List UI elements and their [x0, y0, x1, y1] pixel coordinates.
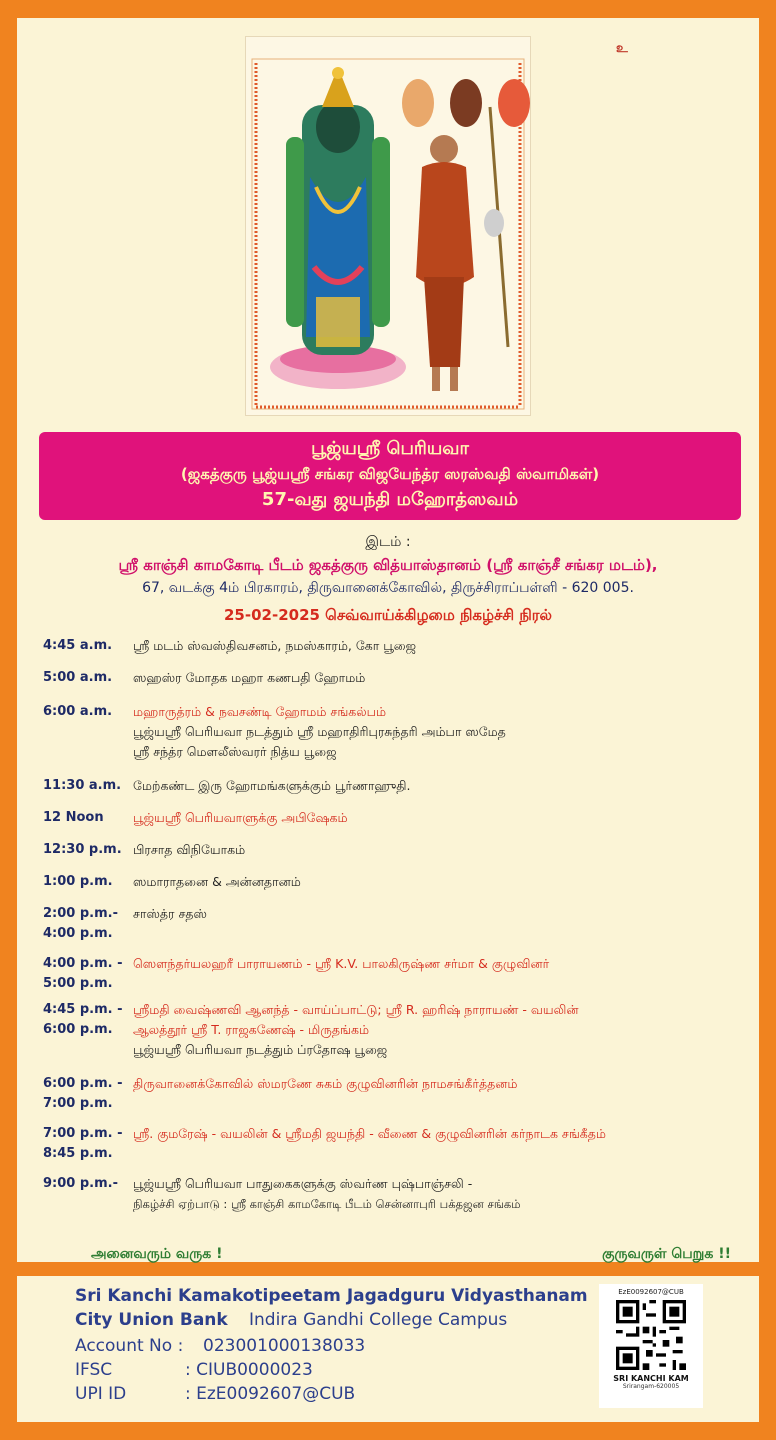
- schedule-time: 9:00 p.m.-: [43, 1176, 118, 1191]
- schedule-line: ஸ்ரீ. குமரேஷ் - வயலின் & ஸ்ரீமதி ஜயந்தி - வீணை & குழுவினரின் கர்நாடக சங்கீதம்: [133, 1126, 606, 1141]
- deity-and-guru-image: [245, 36, 628, 416]
- schedule-line: ஸ்ரீ மடம் ஸ்வஸ்திவசனம், நமஸ்காரம், கோ பூஜை: [133, 638, 417, 653]
- venue-name: ஸ்ரீ காஞ்சி காமகோடி பீடம் ஜகத்குரு வித்யாஸ்தானம் (ஸ்ரீ காஞ்சீ சங்கர மடம்),: [118, 556, 658, 574]
- schedule-line: மஹாருத்ரம் & நவசண்டி ஹோமம் சங்கல்பம்: [133, 704, 386, 719]
- schedule-time: 4:45 a.m.: [43, 638, 113, 653]
- qr-payee-location: Srirangam-620005: [622, 1383, 680, 1390]
- schedule-line: ஸஹஸ்ர மோதக மஹா கணபதி ஹோமம்: [133, 670, 366, 685]
- schedule-desc: [133, 776, 743, 796]
- qr-code-icon: [616, 1300, 686, 1370]
- ifsc-label: IFSC: [75, 1360, 113, 1380]
- upi-qr-card[interactable]: [599, 1284, 703, 1408]
- schedule-line: மேற்கண்ட இரு ஹோமங்களுக்கும் பூர்ணாஹுதி.: [133, 778, 411, 793]
- schedule-time: 12 Noon: [43, 810, 104, 825]
- schedule-desc: [133, 808, 743, 828]
- event-title-banner: [39, 432, 741, 520]
- ifsc-code: : CIUB0000023: [185, 1360, 313, 1380]
- schedule-line: நிகழ்ச்சி ஏற்பாடு : ஸ்ரீ காஞ்சி காமகோடி பீடம் சென்னாபுரி பக்தஜன சங்கம்: [133, 1197, 521, 1211]
- bank-name: City Union Bank: [75, 1310, 228, 1330]
- schedule-line: ஆலத்தூர் ஸ்ரீ T. ராஜகணேஷ் - மிருதங்கம்: [133, 1022, 370, 1037]
- bank-branch: Indira Gandhi College Campus: [249, 1310, 508, 1330]
- schedule-desc: [133, 872, 743, 892]
- upi-label: UPI ID: [75, 1384, 127, 1404]
- schedule-desc: [133, 1074, 743, 1094]
- om-symbol: உ: [616, 41, 628, 56]
- deity-illustration: [246, 37, 530, 415]
- schedule-line: ஸமாராதனை & அன்னதானம்: [133, 874, 301, 889]
- schedule-desc: [133, 668, 743, 688]
- schedule-time: 11:30 a.m.: [43, 778, 122, 793]
- schedule-desc: [133, 702, 743, 762]
- schedule-desc: [133, 1124, 743, 1144]
- qr-payee-name: SRI KANCHI KAM: [613, 1374, 689, 1383]
- account-label: Account No :: [75, 1336, 184, 1356]
- event-date-line: 25-02-2025 செவ்வாய்க்கிழமை நிகழ்ச்சி நிரல்: [224, 606, 552, 624]
- blessing-text: குருவருள் பெறுக !!: [602, 1246, 731, 1262]
- schedule-desc: [133, 1000, 743, 1060]
- account-number: 023001000138033: [203, 1336, 366, 1356]
- upi-id: : EzE0092607@CUB: [185, 1384, 356, 1404]
- venue-address: 67, வடக்கு 4ம் பிரகாரம், திருவானைக்கோவில், திருச்சிராப்பள்ளி - 620 005.: [142, 580, 634, 596]
- schedule-desc: [133, 954, 743, 974]
- schedule-time: 1:00 p.m.: [43, 874, 113, 889]
- venue-label: இடம் :: [365, 534, 411, 550]
- schedule-line: பிரசாத விநியோகம்: [133, 842, 246, 857]
- banner-line-2: (ஜகத்குரு பூஜ்யஸ்ரீ சங்கர விஜயேந்த்ர ஸரஸ்வதி ஸ்வாமிகள்): [180, 465, 600, 483]
- bank-details-panel: [17, 1276, 759, 1422]
- schedule-time: 6:00 a.m.: [43, 704, 113, 719]
- schedule-line: பூஜ்யஸ்ரீ பெரியவா பாதுகைகளுக்கு ஸ்வர்ண புஷ்பாஞ்சலி -: [133, 1176, 473, 1191]
- banner-line-1: பூஜ்யஸ்ரீ பெரியவா: [311, 438, 469, 459]
- schedule-time: 4:00 p.m. - 5:00 p.m.: [43, 956, 123, 991]
- schedule-time: 5:00 a.m.: [43, 670, 113, 685]
- banner-line-3: 57-வது ஜயந்தி மஹோத்ஸவம்: [261, 489, 519, 510]
- schedule-desc: [133, 1174, 743, 1214]
- schedule-time: 6:00 p.m. - 7:00 p.m.: [43, 1076, 123, 1111]
- schedule-line: பூஜ்யஸ்ரீ பெரியவா நடத்தும் ப்ரதோஷ பூஜை: [133, 1042, 388, 1057]
- schedule-time: 7:00 p.m. - 8:45 p.m.: [43, 1126, 123, 1161]
- schedule-line: சாஸ்த்ர சதஸ்: [133, 906, 207, 921]
- schedule-desc: [133, 840, 743, 860]
- invitation-panel: [17, 18, 759, 1262]
- schedule-line: ஸௌந்தர்யலஹரீ பாராயணம் - ஸ்ரீ K.V. பாலகிருஷ்ண சர்மா & குழுவினர்: [133, 956, 550, 971]
- schedule-time: 2:00 p.m.- 4:00 p.m.: [43, 906, 118, 941]
- qr-upi-id: EzE0092607@CUB: [618, 1288, 684, 1296]
- schedule-line: பூஜ்யஸ்ரீ பெரியவாளுக்கு அபிஷேகம்: [133, 810, 348, 825]
- bank-org-name: Sri Kanchi Kamakotipeetam Jagadguru Vidyasthanam: [75, 1286, 588, 1306]
- schedule-line: பூஜ்யஸ்ரீ பெரியவா நடத்தும் ஸ்ரீ மஹாதிரிபுரசுந்தரி அம்பா ஸமேத: [133, 724, 506, 739]
- schedule-time: 4:45 p.m. - 6:00 p.m.: [43, 1002, 123, 1037]
- schedule-line: ஸ்ரீ சந்த்ர மௌலீஸ்வரர் நித்ய பூஜை: [133, 744, 337, 759]
- welcome-text: அனைவரும் வருக !: [91, 1246, 223, 1262]
- schedule-time: 12:30 p.m.: [43, 842, 122, 857]
- schedule-line: திருவானைக்கோவில் ஸ்மரணே சுகம் குழுவினரின் நாமசங்கீர்த்தனம்: [133, 1076, 518, 1091]
- schedule-line: ஸ்ரீமதி வைஷ்ணவி ஆனந்த் - வாய்ப்பாட்டு; ஸ்ரீ R. ஹரிஷ் நாராயண் - வயலின்: [133, 1002, 579, 1017]
- schedule-desc: [133, 636, 743, 656]
- schedule-desc: [133, 904, 743, 924]
